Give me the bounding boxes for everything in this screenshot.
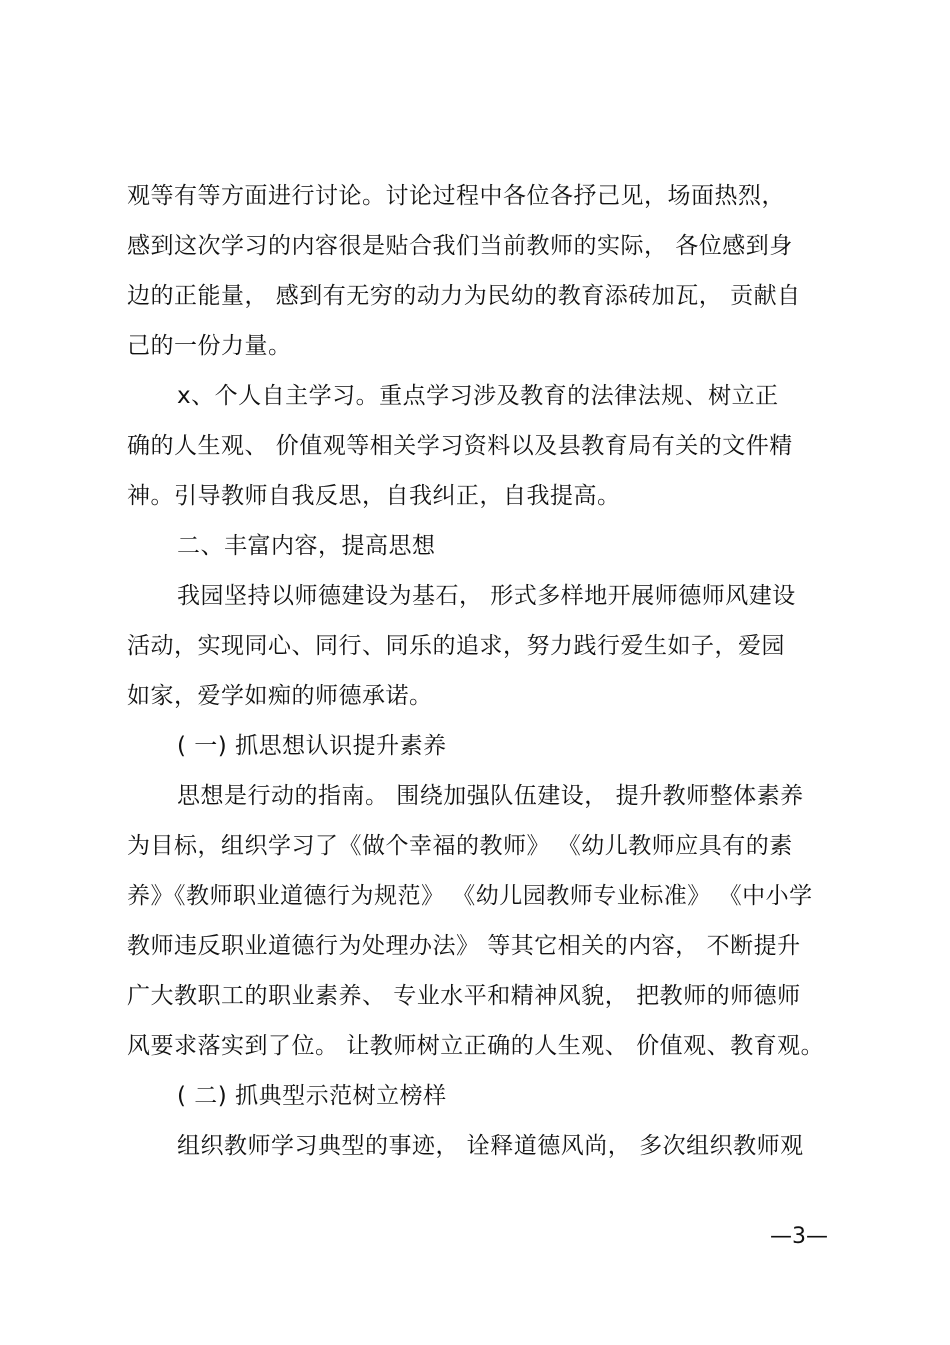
page-number: —3— (770, 1224, 828, 1249)
subsection-heading: ( 二) 抓典型示范树立榜样 (177, 1083, 447, 1109)
text-line: 养》《教师职业道德行为规范》 《幼儿园教师专业标准》 《中小学 (127, 883, 813, 909)
text-line: 如家，爱学如痴的师德承诺。 (127, 683, 433, 709)
text-line: 确的人生观、 价值观等相关学习资料以及县教育局有关的文件精 (127, 433, 793, 459)
text-line: x、个人自主学习。重点学习涉及教育的法律法规、树立正 (177, 383, 779, 409)
text-line: 我园坚持以师德建设为基石， 形式多样地开展师德师风建设 (177, 583, 796, 609)
text-line: 边的正能量， 感到有无穷的动力为民幼的教育添砖加瓦， 贡献自 (127, 283, 801, 309)
text-line: 风要求落实到了位。 让教师树立正确的人生观、 价值观、教育观。 (127, 1033, 825, 1059)
text-line: 感到这次学习的内容很是贴合我们当前教师的实际， 各位感到身 (127, 233, 793, 259)
subsection-heading: ( 一) 抓思想认识提升素养 (177, 733, 447, 759)
text-line: 广大教职工的职业素养、 专业水平和精神风貌， 把教师的师德师 (127, 983, 801, 1009)
text-line: 组织教师学习典型的事迹， 诠释道德风尚， 多次组织教师观 (177, 1133, 804, 1159)
text-line: 己的一份力量。 (127, 333, 292, 359)
text-line: 为目标，组织学习了《做个幸福的教师》 《幼儿教师应具有的素 (127, 833, 793, 859)
text-line: 观等有等方面进行讨论。讨论过程中各位各抒己见，场面热烈， (127, 183, 785, 209)
text-line: 教师违反职业道德行为处理办法》 等其它相关的内容， 不断提升 (127, 933, 801, 959)
text-line: 思想是行动的指南。 围绕加强队伍建设， 提升教师整体素养 (177, 783, 804, 809)
text-line: 神。引导教师自我反思，自我纠正，自我提高。 (127, 483, 621, 509)
section-heading: 二、丰富内容，提高思想 (177, 533, 436, 559)
text-line: 活动，实现同心、同行、同乐的追求，努力践行爱生如子，爱园 (127, 633, 785, 659)
